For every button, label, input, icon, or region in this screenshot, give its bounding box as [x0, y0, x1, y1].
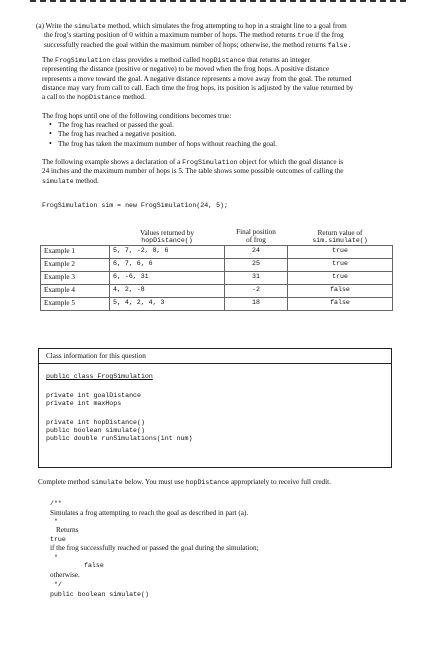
table-header-row	[41, 228, 393, 245]
list-item: • The frog has reached a negative position.	[58, 130, 402, 139]
code-simulate: simulate	[42, 177, 74, 185]
code-true: true	[297, 32, 314, 40]
javadoc-close: */	[54, 581, 62, 589]
code-true: true	[50, 535, 66, 543]
table-row: Example 1 5, 7, -2, 8, 6 24 true	[41, 245, 393, 258]
conditions-intro: The frog hops until one of the following conditions becomes true:	[42, 112, 232, 120]
field-max-hops: private int maxHops	[46, 400, 122, 407]
table-row: Example 5 5, 4, 2, 4, 3 18 false	[41, 297, 393, 310]
table-row: Example 4 4, 2, -8 -2 false	[41, 284, 393, 297]
javadoc-description: Simulates a frog attempting to reach the goal as described in part (a).	[50, 508, 249, 517]
table-row: Example 3 6, -6, 31 31 true	[41, 271, 393, 284]
example-description: The following example shows a declaration of a FrogSimulation object for which the goal distance is 24 inches and the maximum number of hops is 5. The table shows some possible outcomes of calling the simulate method.	[42, 158, 344, 185]
method-signature: public boolean simulate()	[50, 591, 149, 599]
cut-off-header	[30, 0, 406, 3]
part-label: (a) Write the	[36, 22, 73, 30]
method-run-simulations: public double runSimulations(int num)	[46, 435, 193, 442]
examples-table	[40, 228, 393, 311]
code-class-name: FrogSimulation	[54, 57, 111, 64]
complete-instruction: Complete method simulate below. You must use hopDistance appropriately to receive full credit.	[38, 478, 331, 486]
method-stub: /** Simulates a frog attempting to reach the goal as described in part (a). * Returns true if the frog successfully reached or passed the goal during the simulation; * false otherwise. */ public boolean simulate()	[50, 500, 410, 600]
code-hopdistance: hopDistance	[77, 94, 121, 102]
class-header: public class FrogSimulation	[46, 373, 153, 380]
stop-conditions	[42, 112, 402, 149]
code-false: false.	[327, 41, 352, 49]
part-a-intro: (a) Write the simulate method, which simulates the frog attempting to hop in a straight line to a goal from the frog’s starting position of 0 within a maximum number of hops. The method returns true if the frog successfully reached the goal within the maximum number of hops; otherwise, the method returns false.	[36, 22, 352, 49]
code-false: false	[84, 562, 104, 570]
conditions-list	[42, 121, 402, 149]
hop-distance-description: The FrogSimulation class provides a method called hopDistance that returns an integer representing the distance (positive or negative) to be moved when the frog hops. A positive distance represents a move toward the goal. A negative distance represents a move away from the goal. The returned distance may vary from call to call. Each time the frog hops, its position is adjusted by the value returned by a call to the hopDistance method.	[42, 56, 354, 102]
class-info-title: Class information for this question	[46, 352, 146, 360]
field-goal-distance: private int goalDistance	[46, 392, 141, 399]
table-row: Example 2 6, 7, 6, 6 25 true	[41, 258, 393, 271]
code-simulate: simulate	[74, 23, 106, 30]
list-item: • The frog has taken the maximum number of hops without reaching the goal.	[58, 140, 402, 149]
list-item: • The frog has reached or passed the goal.	[58, 121, 402, 130]
class-info-box	[38, 348, 392, 468]
code-simulate: simulate	[91, 479, 123, 486]
code-hopdistance: hopDistance	[201, 57, 246, 64]
method-simulate: public boolean simulate()	[46, 427, 145, 434]
method-hop-distance: private int hopDistance()	[46, 419, 145, 426]
declaration-code: FrogSimulation sim = new FrogSimulation(24, 5);	[42, 202, 228, 209]
class-info-title-bar	[39, 349, 391, 364]
header-values: Values returned by hopDistance()	[140, 228, 194, 244]
code-class-name: FrogSimulation	[182, 159, 238, 166]
header-position: Final position of frog	[236, 228, 276, 245]
code-hopdistance: hopDistance	[185, 479, 230, 486]
header-return: Return value of sim.simulate()	[312, 228, 368, 244]
